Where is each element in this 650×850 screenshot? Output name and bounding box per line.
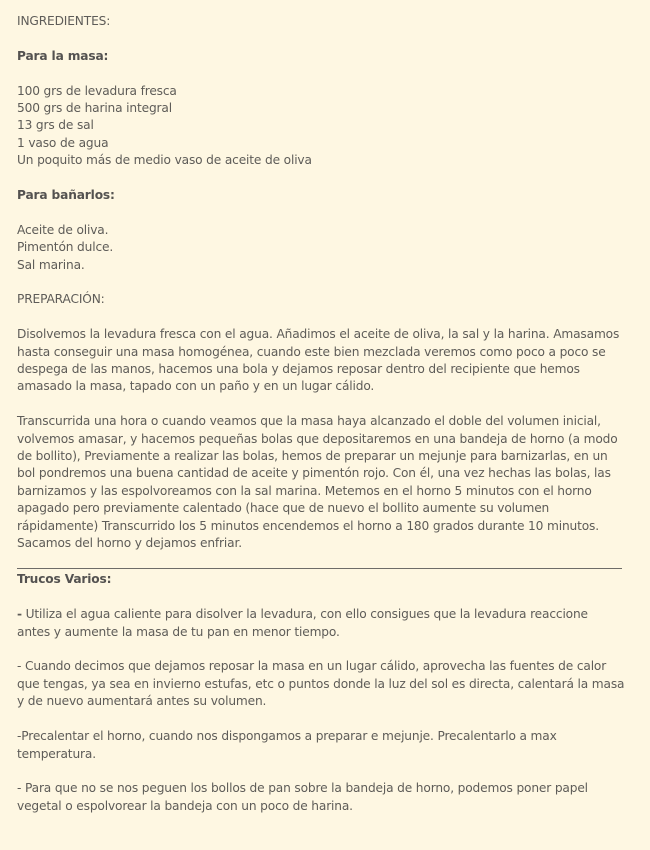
section-divider	[17, 568, 622, 569]
ingredient-item: Un poquito más de medio vaso de aceite de oliva	[17, 153, 312, 168]
coating-ingredient-list	[17, 222, 627, 274]
paragraph-line: - Para que no se nos peguen los bollos de pan sobre la bandeja de horno, podemos poner papel	[17, 781, 588, 796]
paragraph-line: apagado pero previamente calentado (hace que de nuevo el bollito aumente su volumen	[17, 501, 550, 516]
paragraph-line: hasta conseguir una masa homogénea, cuando este bien mezclada veremos como poco a poco se	[17, 344, 606, 359]
ingredient-item: 1 vaso de agua	[17, 135, 109, 150]
paragraph-line: Transcurrida una hora o cuando veamos que la masa haya alcanzado el doble del volumen inicial,	[17, 414, 601, 429]
preparation-paragraph	[17, 413, 627, 552]
tip-item	[17, 606, 627, 641]
paragraph-line: volvemos amasar, y hacemos pequeñas bolas que depositaremos en una bandeja de horno (a modo	[17, 431, 618, 446]
ingredient-item: Sal marina.	[17, 257, 85, 272]
ingredient-item: Aceite de oliva.	[17, 222, 109, 237]
paragraph-line: - Cuando decimos que dejamos reposar la masa en un lugar cálido, aprovecha las fuentes de calor	[17, 659, 607, 674]
paragraph-line: despega de las manos, hacemos una bola y dejamos reposar dentro del recipiente que hemos	[17, 362, 580, 377]
paragraph-line: temperatura.	[17, 746, 96, 761]
paragraph-line: Sacamos del horno y dejamos enfriar.	[17, 536, 242, 551]
dough-ingredient-list	[17, 83, 627, 170]
ingredients-heading: INGREDIENTES:	[17, 14, 111, 28]
paragraph-line: barnizamos y las espolvoreamos con la sal marina. Metemos en el horno 5 minutos con el horno	[17, 483, 592, 498]
recipe-document	[17, 13, 627, 815]
tip-item	[17, 658, 627, 710]
paragraph-line: que tengas, ya sea en invierno estufas, etc o puntos donde la luz del sol es directa, calentará la masa	[17, 676, 625, 691]
ingredient-item: 500 grs de harina integral	[17, 101, 172, 115]
paragraph-line: amasado la masa, tapado con un paño y en un lugar cálido.	[17, 379, 375, 394]
tips-heading: Trucos Varios:	[17, 572, 112, 587]
paragraph-line: bol pondremos una buena cantidad de aceite y pimentón rojo. Con él, una vez hechas las bolas, las	[17, 466, 611, 481]
coating-subheading: Para bañarlos:	[17, 188, 115, 203]
paragraph-line: de bollito), Previamente a realizar las bolas, hemos de preparar un mejunje para barnizarlas, en un	[17, 449, 608, 464]
paragraph-line: vegetal o espolvorear la bandeja con un poco de harina.	[17, 798, 353, 813]
paragraph-line: y de nuevo aumentará antes su volumen.	[17, 694, 267, 709]
dough-subheading: Para la masa:	[17, 48, 109, 63]
preparation-heading: PREPARACIÓN:	[17, 292, 105, 307]
tip-item	[17, 728, 627, 763]
ingredient-item: 13 grs de sal	[17, 118, 94, 133]
tip-bullet: -	[17, 607, 22, 622]
ingredient-item: 100 grs de levadura fresca	[17, 83, 177, 98]
paragraph-line: Utiliza el agua caliente para disolver la levadura, con ello consigues que la levadura reaccione	[21, 607, 588, 622]
tip-item	[17, 780, 627, 815]
ingredient-item: Pimentón dulce.	[17, 240, 114, 255]
paragraph-line: antes y aumente la masa de tu pan en menor tiempo.	[17, 624, 340, 639]
paragraph-line: Disolvemos la levadura fresca con el agua. Añadimos el aceite de oliva, la sal y la harina. Amasamos	[17, 327, 620, 342]
preparation-paragraph	[17, 326, 627, 396]
paragraph-line: -Precalentar el horno, cuando nos dispongamos a preparar e mejunje. Precalentarlo a max	[17, 729, 557, 744]
paragraph-line: rápidamente) Transcurrido los 5 minutos encendemos el horno a 180 grados durante 10 minutos.	[17, 518, 599, 533]
